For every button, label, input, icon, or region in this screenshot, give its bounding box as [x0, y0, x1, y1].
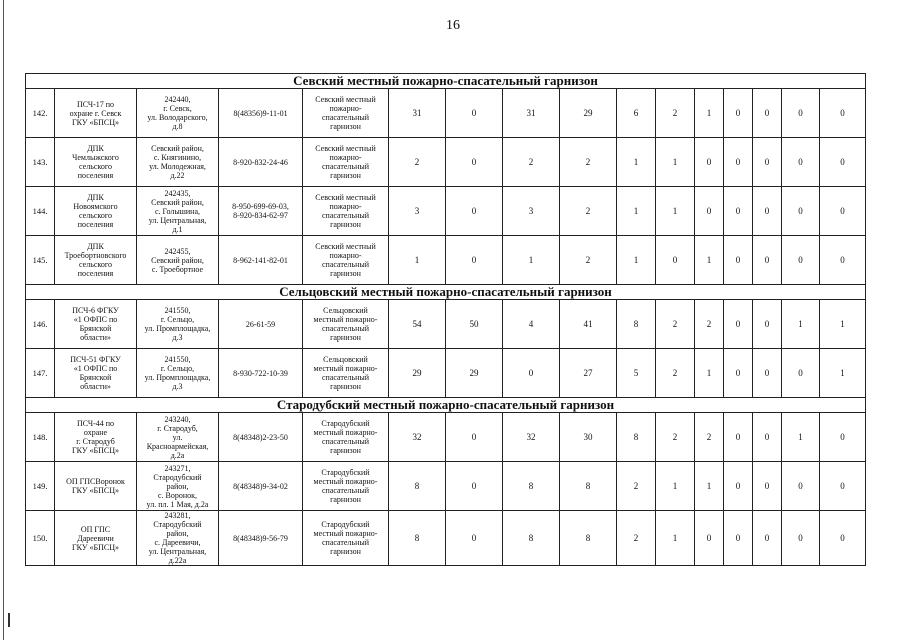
- count-cell: 0: [724, 138, 753, 187]
- row-number: 147.: [26, 349, 55, 398]
- unit-garrison: Севский местный пожарно- спасательный гарнизон: [303, 138, 389, 187]
- count-cell: 50: [446, 300, 503, 349]
- unit-name: ПСЧ-6 ФГКУ «1 ОФПС по Брянской области»: [55, 300, 137, 349]
- count-cell: 30: [560, 413, 617, 462]
- count-cell: 0: [695, 187, 724, 236]
- unit-garrison: Севский местный пожарно- спасательный гарнизон: [303, 89, 389, 138]
- unit-garrison: Стародубский местный пожарно- спасательный гарнизон: [303, 462, 389, 511]
- count-cell: 2: [560, 236, 617, 285]
- unit-name: ОП ГПСВоронок ГКУ «БПСЦ»: [55, 462, 137, 511]
- count-cell: 0: [782, 511, 820, 566]
- count-cell: 8: [560, 462, 617, 511]
- count-cell: 8: [560, 511, 617, 566]
- garrison-table: [25, 73, 866, 566]
- count-cell: 31: [503, 89, 560, 138]
- count-cell: 0: [446, 413, 503, 462]
- unit-address: 243240, г. Стародуб, ул. Красноармейская, д.2а: [137, 413, 219, 462]
- count-cell: 0: [753, 300, 782, 349]
- count-cell: 1: [820, 300, 866, 349]
- count-cell: 0: [753, 413, 782, 462]
- count-cell: 0: [446, 236, 503, 285]
- section-header-row: [26, 398, 866, 413]
- count-cell: 1: [820, 349, 866, 398]
- count-cell: 8: [617, 300, 656, 349]
- count-cell: 8: [503, 462, 560, 511]
- unit-phone: 8-930-722-10-39: [219, 349, 303, 398]
- unit-address: 241550, г. Сельцо, ул. Промплощадка, д.3: [137, 349, 219, 398]
- unit-phone: 8(48356)9-11-01: [219, 89, 303, 138]
- table-row: [26, 413, 866, 462]
- section-title: Сельцовский местный пожарно-спасательный гарнизон: [26, 285, 866, 300]
- count-cell: 0: [503, 349, 560, 398]
- count-cell: 8: [389, 511, 446, 566]
- count-cell: 0: [782, 187, 820, 236]
- count-cell: 0: [782, 138, 820, 187]
- count-cell: 3: [503, 187, 560, 236]
- count-cell: 0: [724, 236, 753, 285]
- unit-address: 243281, Стародубский район, с. Дареевичи, ул. Центральная, д.22а: [137, 511, 219, 566]
- count-cell: 29: [560, 89, 617, 138]
- row-number: 150.: [26, 511, 55, 566]
- count-cell: 29: [446, 349, 503, 398]
- page-left-border: [3, 0, 4, 640]
- count-cell: 0: [724, 511, 753, 566]
- unit-garrison: Стародубский местный пожарно- спасательный гарнизон: [303, 511, 389, 566]
- row-number: 143.: [26, 138, 55, 187]
- section-header-row: [26, 285, 866, 300]
- count-cell: 0: [724, 413, 753, 462]
- count-cell: 0: [820, 511, 866, 566]
- count-cell: 0: [782, 349, 820, 398]
- count-cell: 0: [656, 236, 695, 285]
- row-number: 148.: [26, 413, 55, 462]
- count-cell: 1: [695, 462, 724, 511]
- count-cell: 0: [753, 187, 782, 236]
- unit-address: 241550, г. Сельцо, ул. Промплощадка, д.3: [137, 300, 219, 349]
- count-cell: 1: [617, 236, 656, 285]
- unit-name: ДПК Новоямского сельского поселения: [55, 187, 137, 236]
- table-row: [26, 462, 866, 511]
- count-cell: 1: [656, 462, 695, 511]
- count-cell: 31: [389, 89, 446, 138]
- unit-phone: 8(48348)9-34-02: [219, 462, 303, 511]
- section-title: Стародубский местный пожарно-спасательный гарнизон: [26, 398, 866, 413]
- count-cell: 2: [656, 349, 695, 398]
- unit-garrison: Севский местный пожарно- спасательный гарнизон: [303, 187, 389, 236]
- count-cell: 0: [753, 462, 782, 511]
- count-cell: 41: [560, 300, 617, 349]
- count-cell: 0: [782, 89, 820, 138]
- count-cell: 8: [389, 462, 446, 511]
- count-cell: 0: [820, 89, 866, 138]
- count-cell: 2: [560, 187, 617, 236]
- count-cell: 0: [753, 138, 782, 187]
- count-cell: 0: [695, 138, 724, 187]
- count-cell: 1: [656, 511, 695, 566]
- count-cell: 1: [656, 138, 695, 187]
- row-number: 145.: [26, 236, 55, 285]
- unit-garrison: Севский местный пожарно- спасательный гарнизон: [303, 236, 389, 285]
- count-cell: 32: [503, 413, 560, 462]
- unit-phone: 8(48348)9-56-79: [219, 511, 303, 566]
- unit-phone: 8-962-141-82-01: [219, 236, 303, 285]
- count-cell: 3: [389, 187, 446, 236]
- page-number: 16: [446, 18, 460, 33]
- table-row: [26, 349, 866, 398]
- unit-phone: 8-920-832-24-46: [219, 138, 303, 187]
- count-cell: 0: [782, 236, 820, 285]
- unit-address: Севский район, с. Княгинино, ул. Молодежная, д.22: [137, 138, 219, 187]
- unit-garrison: Сельцовский местный пожарно- спасательный гарнизон: [303, 349, 389, 398]
- count-cell: 1: [695, 89, 724, 138]
- count-cell: 0: [753, 349, 782, 398]
- count-cell: 1: [656, 187, 695, 236]
- unit-name: ДПК Чемлыжского сельского поселения: [55, 138, 137, 187]
- table-row: [26, 89, 866, 138]
- count-cell: 0: [753, 89, 782, 138]
- table-body: [26, 74, 866, 566]
- count-cell: 5: [617, 349, 656, 398]
- unit-address: 242435, Севский район, с. Голышина, ул. Центральная, д.1: [137, 187, 219, 236]
- count-cell: 8: [617, 413, 656, 462]
- unit-address: 242455, Севский район, с. Троебортное: [137, 236, 219, 285]
- count-cell: 0: [820, 187, 866, 236]
- unit-name: ПСЧ-44 по охране г. Стародуб ГКУ «БПСЦ»: [55, 413, 137, 462]
- count-cell: 0: [446, 138, 503, 187]
- count-cell: 0: [820, 462, 866, 511]
- count-cell: 2: [695, 413, 724, 462]
- row-number: 144.: [26, 187, 55, 236]
- count-cell: 2: [389, 138, 446, 187]
- count-cell: 0: [820, 236, 866, 285]
- count-cell: 0: [724, 300, 753, 349]
- table-row: [26, 187, 866, 236]
- count-cell: 6: [617, 89, 656, 138]
- count-cell: 8: [503, 511, 560, 566]
- unit-name: ПСЧ-17 по охране г. Севск ГКУ «БПСЦ»: [55, 89, 137, 138]
- unit-garrison: Сельцовский местный пожарно- спасательный гарнизон: [303, 300, 389, 349]
- count-cell: 29: [389, 349, 446, 398]
- count-cell: 0: [753, 511, 782, 566]
- count-cell: 0: [446, 187, 503, 236]
- unit-name: ОП ГПС Дареевичи ГКУ «БПСЦ»: [55, 511, 137, 566]
- count-cell: 2: [656, 413, 695, 462]
- count-cell: 0: [724, 462, 753, 511]
- count-cell: 2: [695, 300, 724, 349]
- unit-phone: 26-61-59: [219, 300, 303, 349]
- table-row: [26, 300, 866, 349]
- count-cell: 1: [782, 300, 820, 349]
- count-cell: 1: [695, 349, 724, 398]
- row-number: 149.: [26, 462, 55, 511]
- count-cell: 2: [656, 300, 695, 349]
- count-cell: 0: [820, 413, 866, 462]
- count-cell: 2: [656, 89, 695, 138]
- count-cell: 0: [446, 89, 503, 138]
- count-cell: 0: [724, 349, 753, 398]
- unit-address: 242440, г. Севск, ул. Володарского, д.8: [137, 89, 219, 138]
- unit-name: ДПК Троебортновского сельского поселения: [55, 236, 137, 285]
- table-row: [26, 138, 866, 187]
- count-cell: 0: [820, 138, 866, 187]
- count-cell: 0: [724, 187, 753, 236]
- section-title: Севский местный пожарно-спасательный гарнизон: [26, 74, 866, 89]
- count-cell: 0: [753, 236, 782, 285]
- count-cell: 1: [617, 138, 656, 187]
- count-cell: 0: [695, 511, 724, 566]
- count-cell: 1: [695, 236, 724, 285]
- count-cell: 4: [503, 300, 560, 349]
- count-cell: 2: [617, 462, 656, 511]
- unit-garrison: Стародубский местный пожарно- спасательный гарнизон: [303, 413, 389, 462]
- count-cell: 1: [782, 413, 820, 462]
- count-cell: 32: [389, 413, 446, 462]
- unit-name: ПСЧ-51 ФГКУ «1 ОФПС по Брянской области»: [55, 349, 137, 398]
- unit-address: 243271, Стародубский район, с. Воронок, ул. пл. 1 Мая, д.2а: [137, 462, 219, 511]
- count-cell: 0: [782, 462, 820, 511]
- count-cell: 0: [446, 462, 503, 511]
- count-cell: 1: [503, 236, 560, 285]
- count-cell: 0: [724, 89, 753, 138]
- scan-edge-mark: [8, 613, 10, 627]
- count-cell: 2: [560, 138, 617, 187]
- count-cell: 2: [617, 511, 656, 566]
- unit-phone: 8-950-699-69-03, 8-920-834-62-97: [219, 187, 303, 236]
- table-row: [26, 511, 866, 566]
- count-cell: 2: [503, 138, 560, 187]
- count-cell: 1: [389, 236, 446, 285]
- count-cell: 0: [446, 511, 503, 566]
- table-row: [26, 236, 866, 285]
- row-number: 142.: [26, 89, 55, 138]
- section-header-row: [26, 74, 866, 89]
- row-number: 146.: [26, 300, 55, 349]
- count-cell: 1: [617, 187, 656, 236]
- unit-phone: 8(48348)2-23-50: [219, 413, 303, 462]
- count-cell: 54: [389, 300, 446, 349]
- count-cell: 27: [560, 349, 617, 398]
